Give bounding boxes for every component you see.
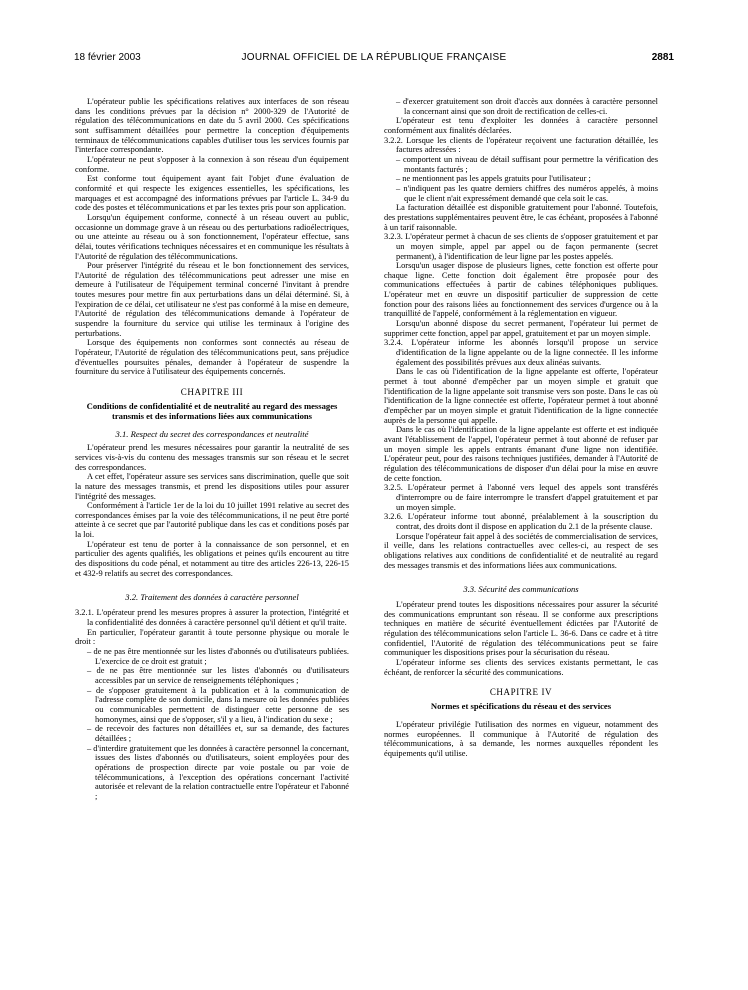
paragraph: L'opérateur est tenu d'exploiter les données à caractère personnel conformément aux finalités déclarées. [384, 116, 658, 135]
paragraph: 3.2.5. L'opérateur permet à l'abonné vers lequel des appels sont transférés d'interrompre ou de faire interrompre le transfert d'appel gratuitement et par un moyen simple. [384, 483, 658, 512]
chapter-title: Normes et spécifications du réseau et des services [430, 701, 612, 712]
paragraph: Lorsqu'un usager dispose de plusieurs lignes, cette fonction est offerte pour chaque ligne. Cette fonction doit également être proposée pour des communications effectuées à partir de cabines téléphoniques publiques. L'opérateur met en œuvre un dispositif particulier de suppression de cette fonction pour des raisons liées au fonctionnement des services d'urgence ou à la tranquillité de l'appelé, conformément à la réglementation en vigueur. [384, 261, 658, 319]
paragraph: Est conforme tout équipement ayant fait l'objet d'une évaluation de conformité et qui respecte les exigences essentielles, les spécifications, les marquages et est accompagné des informations prévues par l'article L. 34-9 du code des postes et télécommunications et par les textes pris pour son application. [75, 174, 349, 213]
list-item: – n'indiquent pas les quatre derniers chiffres des numéros appelés, à moins que le client n'ait expressément demandé que cela soit le cas. [396, 183, 658, 203]
paragraph: En particulier, l'opérateur garantit à toute personne physique ou morale le droit : [75, 627, 349, 647]
chapter-heading: CHAPITRE IV [489, 687, 553, 698]
paragraph: L'opérateur prend les mesures nécessaires pour garantir la neutralité de ses services vis-à-vis du contenu des messages transmis sur son réseau et le secret des correspondances. [75, 443, 349, 472]
list-item: – comportent un niveau de détail suffisant pour permettre la vérification des montants facturés ; [396, 154, 658, 174]
left-column [75, 97, 349, 977]
section-heading: 3.1. Respect du secret des correspondances et neutralité [115, 429, 309, 440]
paragraph: 3.2.1. L'opérateur prend les mesures propres à assurer la protection, l'intégrité et la confidentialité des données à caractère personnel qu'il détient et qu'il traite. [75, 608, 349, 628]
right-column [384, 97, 658, 977]
paragraph: Lorsqu'un équipement conforme, connecté à un réseau ouvert au public, occasionne un dommage grave à un réseau ou des perturbations radioélectriques, ou une atteinte au réseau ou à son fonctionnement, l'opérateur effectue, sans délai, toutes vérifications techniques nécessaires et en communique les résultats à l'Autorité de régulation des télécommunications. [75, 212, 349, 261]
chapter-title: Conditions de confidentialité et de neutralité au regard des messages transmis et des informations liées aux communications [86, 401, 338, 421]
list-item: – de recevoir des factures non détaillées et, sur sa demande, des factures détaillées ; [87, 724, 349, 743]
paragraph: A cet effet, l'opérateur assure ses services sans discrimination, quelle que soit la nature des messages transmis, et prend les dispositions utiles pour assurer l'intégrité des messages. [75, 472, 349, 501]
paragraph: 3.2.4. L'opérateur informe les abonnés lorsqu'il propose un service d'identification de la ligne appelante ou de la ligne connectée. Il les informe également des possibilités prévues aux deux alinéas suivants. [384, 338, 658, 367]
page-number: 2881 [651, 52, 674, 63]
paragraph: Dans le cas où l'identification de la ligne appelante est offerte et est indiquée avant l'établissement de l'appel, l'opérateur permet à tout abonné de refuser par un moyen simple les appels entrants émanant d'une ligne non identifiée. L'opérateur peut, pour des raisons techniques justifiées, demander à l'Autorité de régulation des télécommunications de disposer d'un délai pour la mise en œuvre de cette fonction. [384, 425, 658, 483]
paragraph: L'opérateur privilégie l'utilisation des normes en vigueur, notamment des normes européennes. Il communique à l'Autorité de régulation des télécommunications, à sa demande, les normes auxquelles répondent les équipements qu'il utilise. [384, 720, 658, 758]
paragraph: Lorsque l'opérateur fait appel à des sociétés de commercialisation de services, il veille, dans les relations contractuelles avec celles-ci, au respect de ses obligations relatives aux conditions de confidentialité et de neutralité au regard des messages transmis et des informations liées aux communications. [384, 531, 658, 570]
list-item: – d'exercer gratuitement son droit d'accès aux données à caractère personnel la concernant ainsi que son droit de rectification de celles-ci. [396, 97, 658, 116]
paragraph: L'opérateur informe ses clients des services existants permettant, le cas échéant, de renforcer la sécurité des communications. [384, 658, 658, 677]
header-date: 18 février 2003 [74, 52, 141, 63]
paragraph: 3.2.3. L'opérateur permet à chacun de ses clients de s'opposer gratuitement et par un moyen simple, appel par appel ou de façon permanente (secret permanent), à l'identification de leur ligne par les postes appelés. [384, 232, 658, 261]
paragraph: L'opérateur prend toutes les dispositions nécessaires pour assurer la sécurité des communications empruntant son réseau. Il se conforme aux prescriptions techniques en matière de sécurité éventuellement édictées par l'Autorité de régulation des télécommunications selon l'article L. 36-6. Dans ce cadre et à titre confidentiel, l'Autorité de régulation des télécommunications peut se faire communiquer les dispositions prises pour la sécurisation du réseau. [384, 600, 658, 658]
paragraph: L'opérateur ne peut s'opposer à la connexion à son réseau d'un équipement conforme. [75, 154, 349, 174]
list-item: – de ne pas être mentionnée sur les listes d'abonnés ou d'utilisateurs accessibles par un service de renseignements téléphoniques ; [87, 666, 349, 685]
section-heading: 3.3. Sécurité des communications [463, 584, 579, 595]
paragraph: Dans le cas où l'identification de la ligne appelante est offerte, l'opérateur permet à tout abonné d'empêcher par un moyen simple et gratuit que l'identification de la ligne appelante soit transmise vers son poste. Dans le cas où l'identification de la ligne connectée est offerte, l'opérateur permet à tout abonné d'empêcher par un moyen simple et gratuit l'identification de la ligne connectée auprès de la personne qui appelle. [384, 367, 658, 425]
page-header [74, 52, 674, 66]
paragraph: 3.2.2. Lorsque les clients de l'opérateur reçoivent une facturation détaillée, les factures adressées : [384, 135, 658, 155]
paragraph: 3.2.6. L'opérateur informe tout abonné, préalablement à la souscription du contrat, des droits dont il dispose en application du 2.1 de la présente clause. [384, 512, 658, 531]
paragraph: La facturation détaillée est disponible gratuitement pour l'abonné. Toutefois, des prestations supplémentaires peuvent être, le cas échéant, proposées à l'abonné à un tarif raisonnable. [384, 203, 658, 232]
paragraph: Pour préserver l'intégrité du réseau et le bon fonctionnement des services, l'Autorité de régulation des télécommunications peut adresser une mise en demeure à l'utilisateur de l'équipement terminal concerné l'invitant à prendre toutes mesures pour mettre fin aux perturbations dans un délai déterminé. Si, à l'expiration de ce délai, cet utilisateur ne s'est pas conformé à la mise en demeure, l'Autorité de régulation des télécommunications demande à l'opérateur de suspendre la fourniture du service qui utilise les terminaux à l'origine des perturbations. [75, 261, 349, 338]
chapter-heading: CHAPITRE III [180, 387, 244, 398]
section-heading: 3.2. Traitement des données à caractère personnel [125, 592, 299, 603]
paragraph: L'opérateur est tenu de porter à la connaissance de son personnel, et en particulier des agents qualifiés, les obligations et peines qu'ils encourent au titre des dispositions du code pénal, et notamment au titre des articles 226-13, 226-15 et 432-9 relatifs au secret des correspondances. [75, 539, 349, 578]
list-item: – d'interdire gratuitement que les données à caractère personnel la concernant, issues des listes d'abonnés ou d'utilisateurs, soient employées pour des opérations de prospection directe par voie postale ou par voie de télécommunications, à l'exception des opérations concernant l'activité autorisée et relevant de la relation contractuelle entre l'opérateur et l'abonné ; [87, 743, 349, 801]
list-item: – de s'opposer gratuitement à la publication et à la communication de l'adresse complète de son domicile, dans la mesure où les données publiées ou communicables permettent de distinguer cette personne de ses homonymes, ainsi que de s'opposer, s'il y a lieu, à l'indication du sexe ; [87, 685, 349, 724]
paragraph: Conformément à l'article 1er de la loi du 10 juillet 1991 relative au secret des correspondances émises par la voie des télécommunications, il ne peut être porté atteinte à ce secret que par l'autorité publique dans les cas et conditions posés par la loi. [75, 501, 349, 540]
paragraph: Lorsqu'un abonné dispose du secret permanent, l'opérateur lui permet de supprimer cette fonction, appel par appel, gratuitement et par un moyen simple. [384, 319, 658, 338]
paragraph: Lorsque des équipements non conformes sont connectés au réseau de l'opérateur, l'Autorité de régulation des télécommunications peut, sans préjudice d'éventuelles poursuites pénales, demander à l'opérateur de suspendre la fourniture du service à l'utilisateur des équipements concernés. [75, 338, 349, 377]
list-item: – ne mentionnent pas les appels gratuits pour l'utilisateur ; [396, 174, 591, 184]
paragraph: L'opérateur publie les spécifications relatives aux interfaces de son réseau dans les conditions prévues par la décision n° 2000-329 de l'Autorité de régulation des télécommunications en date du 5 avril 2000. Ces spécifications sont suffisamment détaillées pour permettre la conception d'équipements terminaux de télécommunications capables d'utiliser tous les services fournis par l'interface correspondante. [75, 97, 349, 155]
journal-title: JOURNAL OFFICIEL DE LA RÉPUBLIQUE FRANÇAISE [241, 52, 507, 63]
list-item: – de ne pas être mentionnée sur les listes d'abonnés ou d'utilisateurs publiées. L'exercice de ce droit est gratuit ; [87, 647, 349, 666]
